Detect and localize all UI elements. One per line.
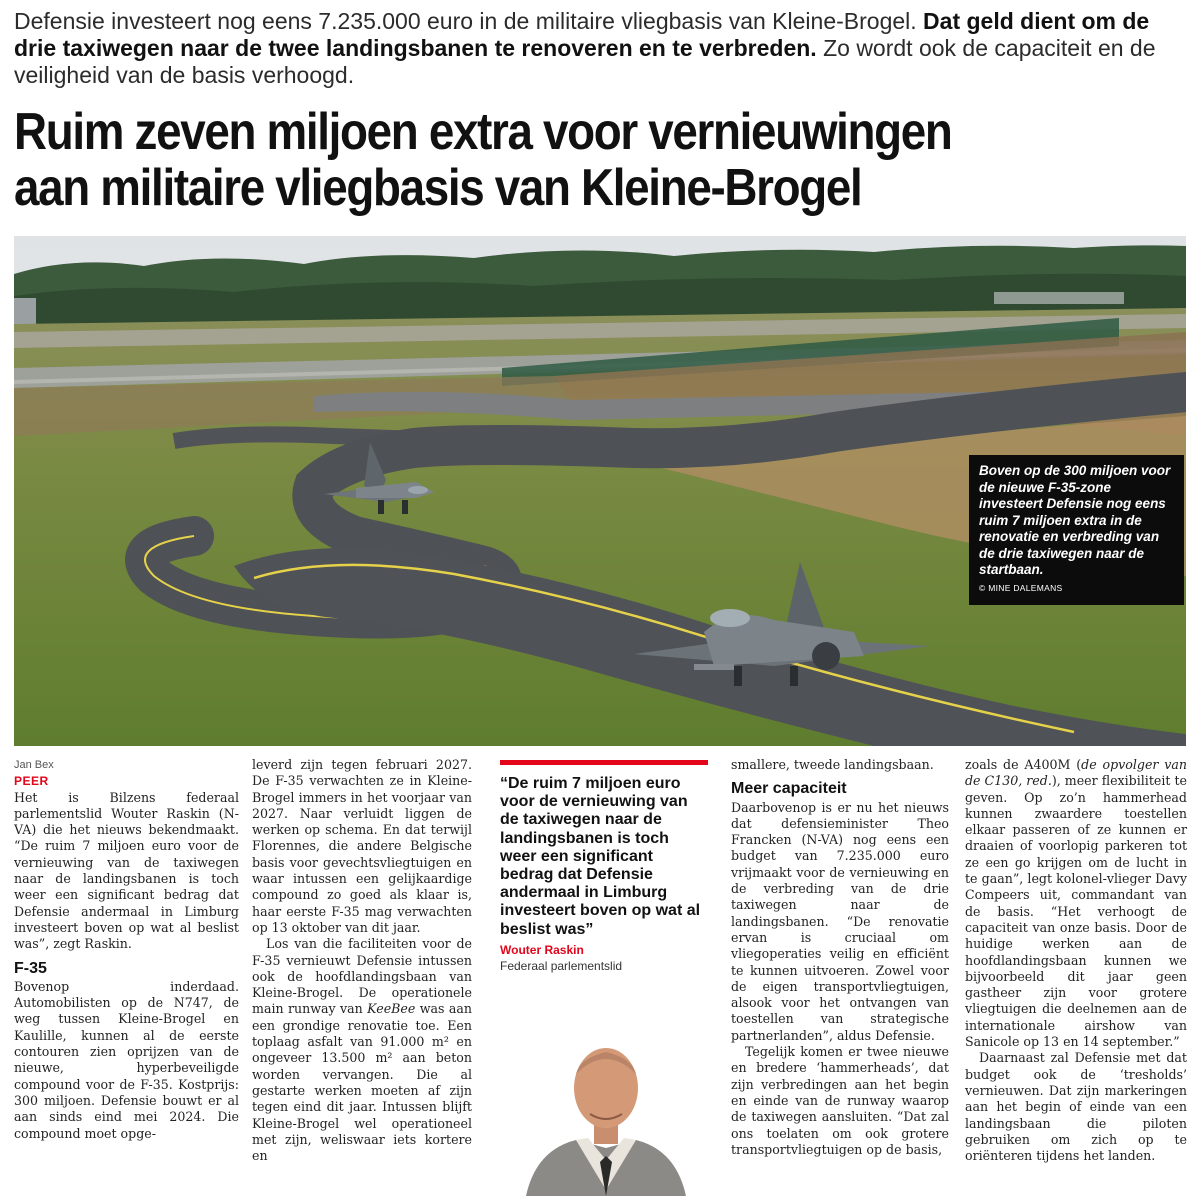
col5-paragraph-1: [965, 757, 1187, 1050]
col4-paragraph-1: Daarbovenop is er nu het nieuws dat defensieminister Theo Francken (N-VA) nog eens een budget van 7.235.000 euro vrijmaakt voor de vernieuwing en de verbreding van de drie taxiwegen naar de landingsbanen. “De renovatie ervan is cruciaal om vliegoperaties veilig en efficiënt te kunnen uitvoeren. Zowel voor de eigen transportvliegtuigen, alsook voor het ontvangen van toestellen van strategische partnerlanden”, aldus Defensie.: [731, 799, 949, 1043]
photo-caption-box: [969, 455, 1184, 605]
dateline: PEER: [14, 774, 49, 789]
headline-line1: Ruim zeven miljoen extra voor vernieuwingen: [14, 103, 952, 161]
portrait-illustration: [506, 1030, 706, 1196]
photo-caption: Boven op de 300 miljoen voor de nieuwe F-35-zone investeert Defensie nog eens ruim 7 miljoen extra in de renovatie en verbreding van de drie taxiwegen naar de startbaan.: [979, 463, 1171, 577]
pull-quote-role: Federaal parlementslid: [500, 958, 623, 973]
article-intro: [14, 8, 1189, 89]
photo-credit: © MINE DALEMANS: [979, 582, 1063, 593]
col5-p1-part1: zoals de A400M (: [965, 757, 1082, 772]
col2-paragraph-2: [252, 936, 472, 1164]
column-1: [14, 757, 239, 1142]
col4-paragraph-2: Tegelijk komen er twee nieuwe en bredere ‘hammerheads’, dat zijn verbredingen aan het begin en einde van de runway waarop de taxiwegen aansluiten. “Dat zal ons toelaten om ook grotere transportvliegtuigen op de basis,: [731, 1044, 949, 1157]
pull-quote: [500, 760, 708, 973]
portrait-photo: [506, 1030, 706, 1196]
headline: [14, 104, 1052, 216]
subheading-meer-capaciteit: Meer capaciteit: [731, 780, 847, 798]
col2-p2-part2: was aan een grondige renovatie toe. Een toplaag asfalt van 91.000 m² en ongeveer 13.500 m² aan beton worden vervangen. Die al gestarte werken moeten af zijn tegen eind dit jaar. Intussen blijft Kleine-Brogel wel operationeel met zijn, weliswaar iets kortere en: [252, 1001, 472, 1164]
pull-quote-text: “De ruim 7 miljoen euro voor de vernieuwing van de taxiwegen naar de landingsbanen is toch weer een significant bedrag dat Defensie andermaal in Limburg investeert boven op wat al beslist was”: [500, 775, 701, 938]
intro-part1: Defensie investeert nog eens 7.235.000 euro in de militaire vliegbasis van Kleine-Brogel.: [14, 8, 917, 34]
col2-paragraph-1: leverd zijn tegen februari 2027. De F-35 verwachten ze in Kleine-Brogel immers in het voorjaar van 2027. Naar verluidt liggen de werken op schema. En dat terwijl Florennes, die andere Belgische basis voor gevechtsvliegtuigen en waar intussen een gelijkaardige compound zo goed als klaar is, haar eerste F-35 mag verwachten op 13 oktober van dit jaar.: [252, 757, 472, 935]
col5-p1-italic: de opvolger van de C130, red.: [965, 757, 1187, 789]
col5-p1-part2: ), meer flexibiliteit te geven. Op zo’n hammerhead kunnen zwaardere toestellen elkaar passeren of ze kunnen er draaien of voorlopig parkeren tot ze een go krijgen om de lucht in te gaan”, legt kolonel-vlieger Davy Compeers uit, commandant van de basis. “Het verhoogt de capaciteit van onze basis. Door de huidige werken aan de hoofdlandingsbaan kunnen we bijvoorbeeld dit jaar geen gastheer zijn voor grotere vliegtuigen die deelnemen aan de internationale airshow van Sanicole op 13 en 14 september.”: [965, 773, 1187, 1050]
col2-p2-italic: KeeBee: [367, 1001, 416, 1017]
column-2: [252, 757, 472, 1164]
column-4: [731, 757, 949, 1158]
col1-paragraph-1: Het is Bilzens federaal parlementslid Wouter Raskin (N-VA) die het nieuws bekendmaakt. “De ruim 7 miljoen euro voor de vernieuwing van de taxiwegen naar de landingsbanen is toch weer een significant bedrag dat Defensie andermaal in Limburg investeert boven op wat al beslist was”, zegt Raskin.: [14, 789, 239, 952]
pull-quote-name: Wouter Raskin: [500, 942, 584, 957]
column-5: [965, 757, 1187, 1164]
col4-paragraph-0: smallere, tweede landingsbaan.: [731, 757, 934, 772]
intro-part2: Zo wordt ook de capaciteit en de veiligheid van de basis verhoogd.: [14, 35, 1156, 88]
col5-paragraph-2: Daarnaast zal Defensie met dat budget ook de ‘tresholds’ vernieuwen. Dat zijn markeringen aan het begin of einde van een landingsbaan die piloten gebruiken om zich op te oriënteren tijdens het landen.: [965, 1050, 1187, 1164]
intro-bold: Dat geld dient om de drie taxiwegen naar de twee landingsbanen te renoveren en te verbreden.: [14, 8, 1150, 61]
col2-p2-part1: Los van die faciliteiten voor de F-35 vernieuwt Defensie intussen ook de hoofdlandingsbaan van Kleine-Brogel. De operationele main runway van: [252, 936, 472, 1017]
col1-paragraph-2: Bovenop inderdaad. Automobilisten op de N747, de weg tussen Kleine-Brogel en Kaulille, kunnen al de eerste contouren zien oprijzen van de nieuwe, hyperbeveiligde compound voor de F-35. Kostprijs: 300 miljoen. Defensie bouwt er al aan sinds eind mei 2024. Die compound moet opge-: [14, 978, 239, 1141]
headline-line2: aan militaire vliegbasis van Kleine-Brogel: [14, 159, 862, 217]
author: Jan Bex: [14, 759, 54, 771]
subheading-f35: F-35: [14, 959, 47, 977]
